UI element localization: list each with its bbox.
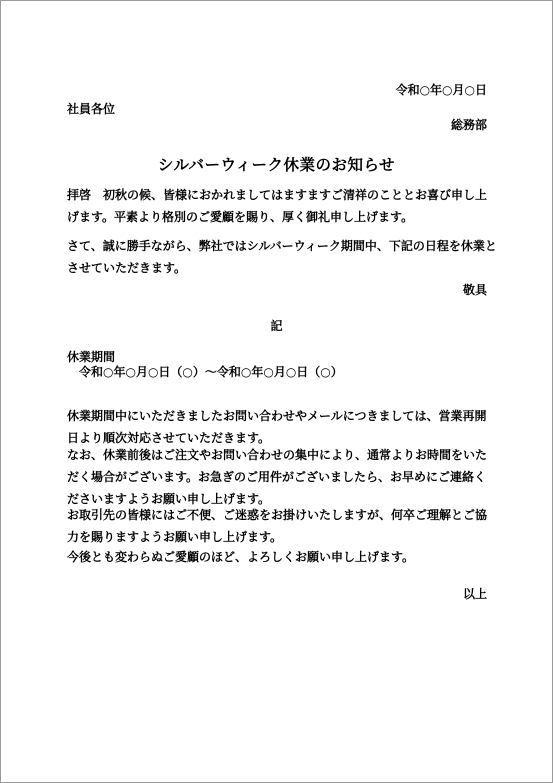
document-date: 令和○年○月○日 — [395, 83, 487, 97]
paragraph-inquiries: 休業期間中にいただきましたお問い合わせやメールにつきましては、営業再開日より順次対応させていただきます。 — [67, 409, 487, 445]
paragraph-announcement: さて、誠に勝手ながら、弊社ではシルバーウィーク期間中、下記の日程を休業とさせていただきます。 — [67, 239, 497, 275]
closing-keigu: 敬具 — [462, 283, 487, 297]
paragraph-regards: 今後とも変わらぬご愛顧のほど、よろしくお願い申し上げます。 — [67, 550, 415, 564]
paragraph-apology: お取引先の皆様にはご不便、ご迷惑をお掛けいたしますが、何卒ご理解とご協力を賜りますようお願い申し上げます。 — [67, 508, 488, 544]
paragraph-greeting: 拝啓 初秋の候、皆様におかれましてはますますご清祥のこととお喜び申し上げます。平素より格別のご愛顧を賜り、厚く御礼申し上げます。 — [67, 188, 488, 224]
ki-heading: 記 — [270, 319, 283, 333]
document-title: シルバーウィーク休業のお知らせ — [157, 156, 396, 174]
holiday-period-value: 令和○年○月○日（○）～令和○年○月○日（○） — [79, 365, 343, 379]
end-mark: 以上 — [462, 587, 487, 601]
sender: 総務部 — [450, 118, 487, 132]
holiday-period-label: 休業期間 — [67, 350, 116, 364]
paragraph-notice: なお、休業前後はご注文やお問い合わせの集中により、通常よりお時間をいただく場合がございます。お急ぎのご用件がございましたら、お早めにご連絡くださいますようお願い申し上げます。 — [67, 448, 488, 506]
recipient: 社員各位 — [67, 102, 116, 116]
